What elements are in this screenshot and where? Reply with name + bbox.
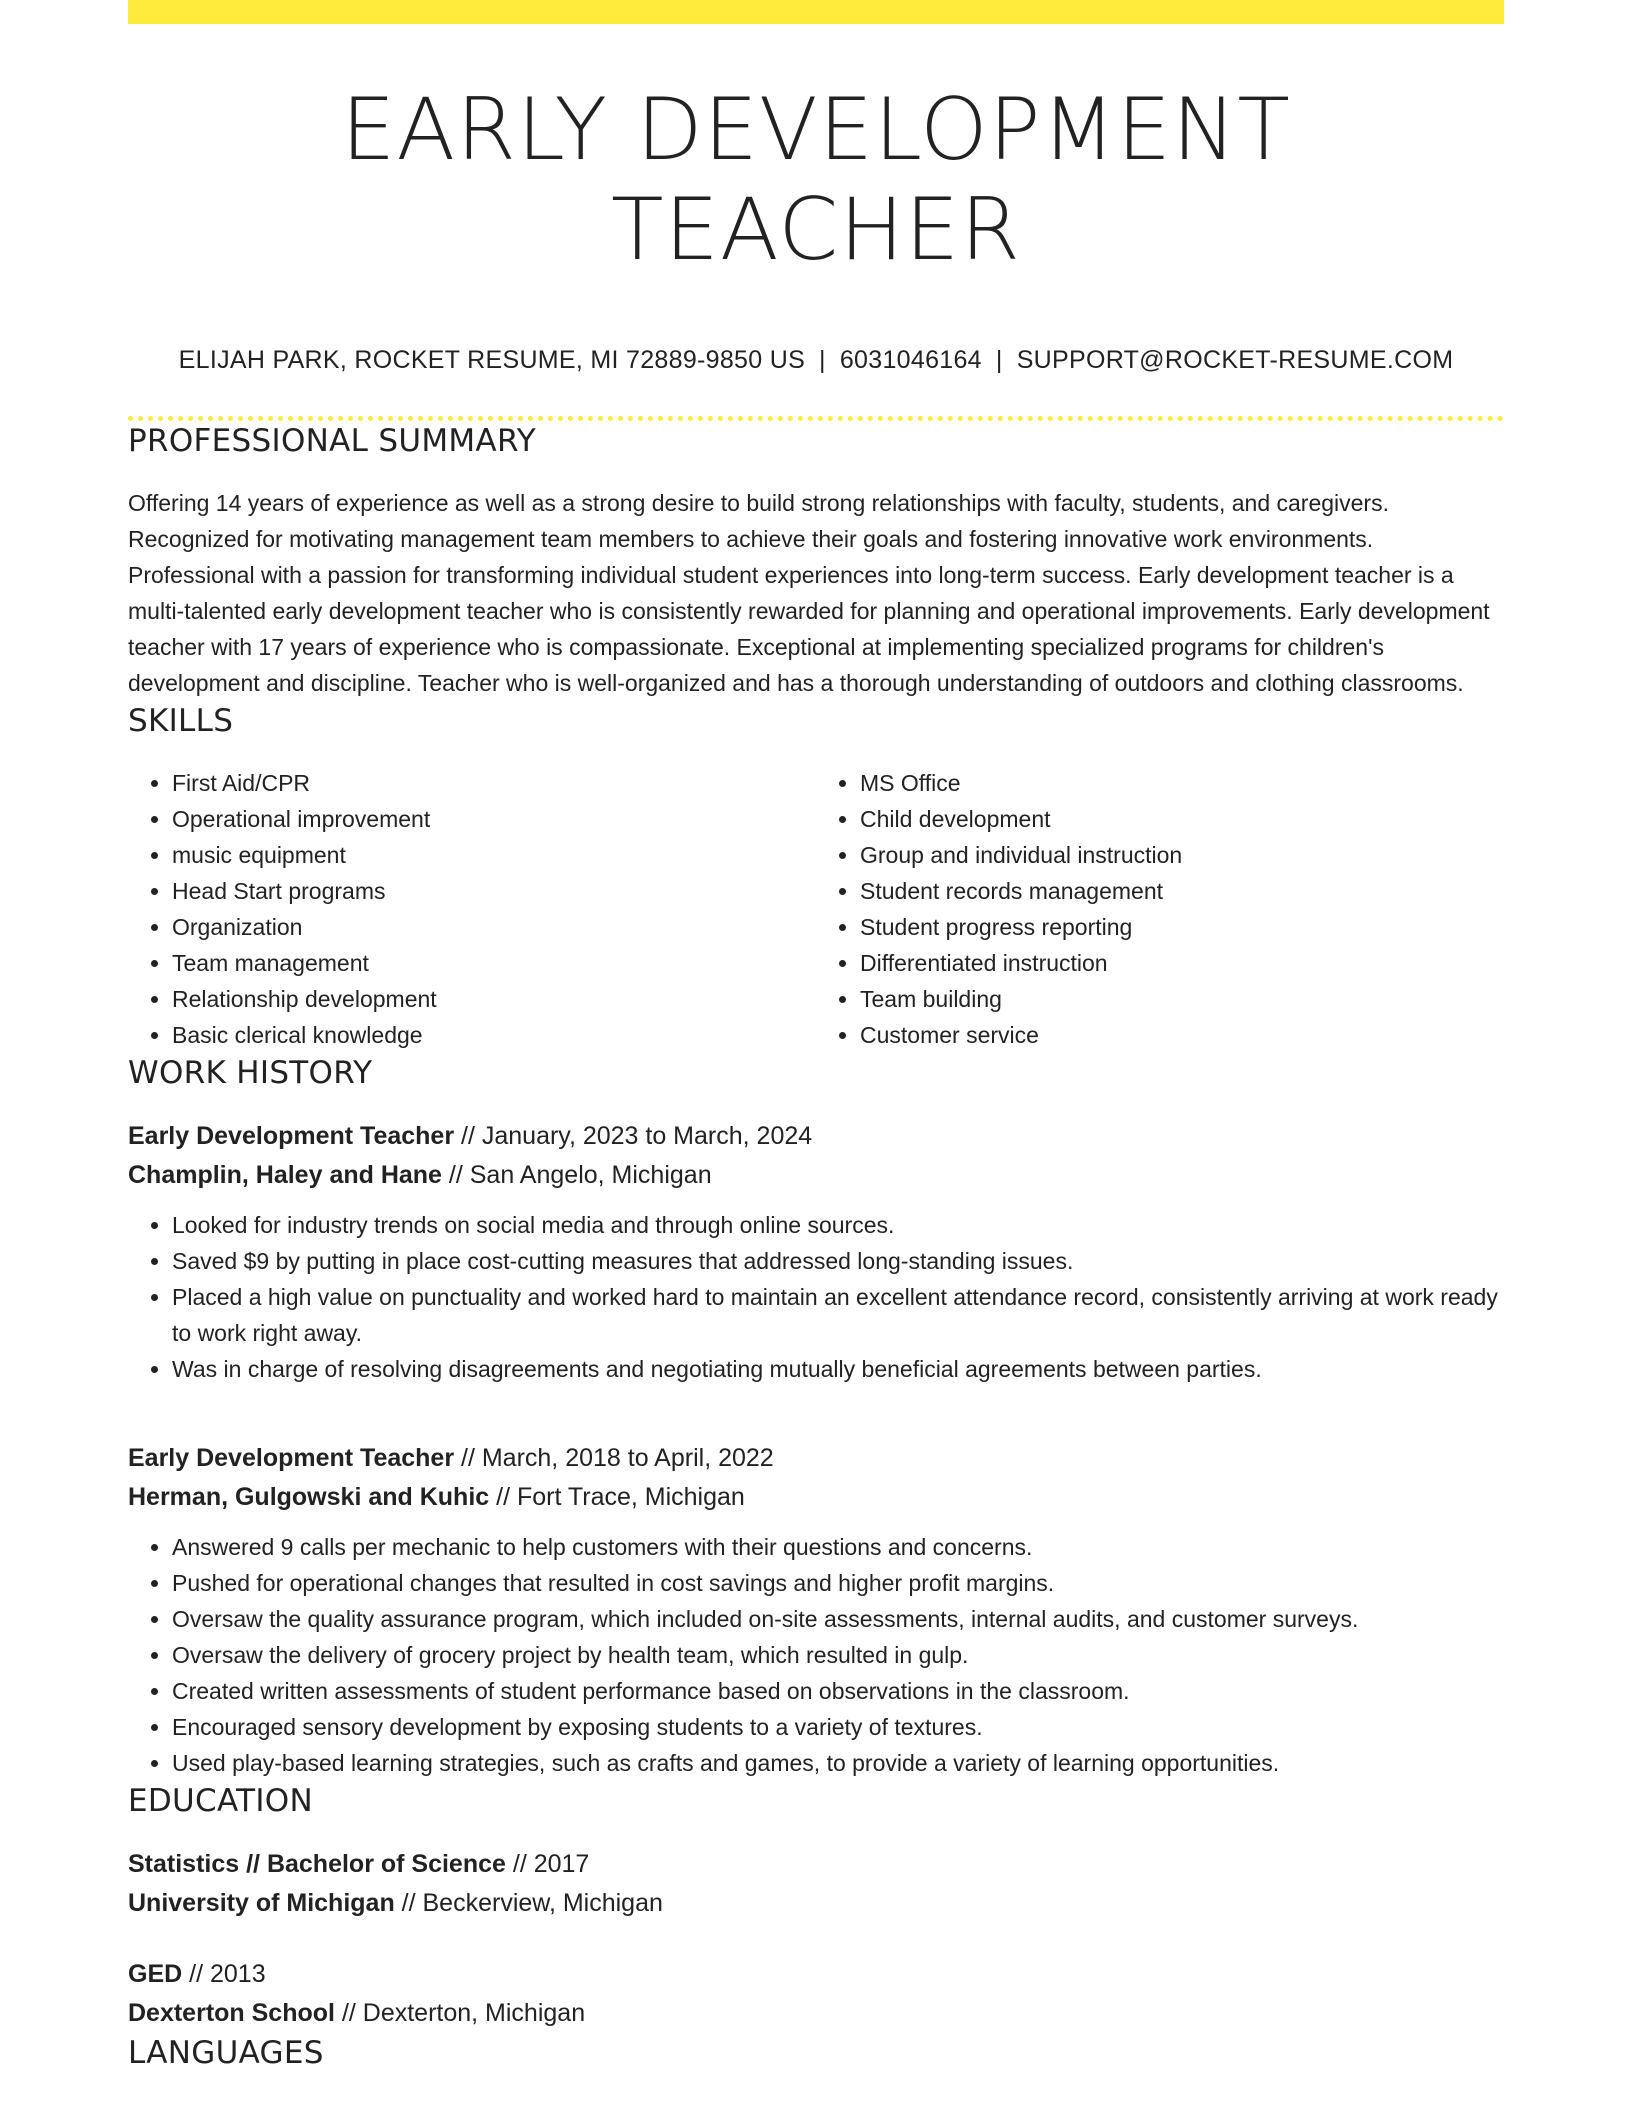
contact-address: ELIJAH PARK, ROCKET RESUME, MI 72889-9850 US — [178, 346, 806, 374]
job-location: // San Angelo, Michigan — [448, 1161, 712, 1189]
education-school-line — [128, 1884, 1504, 1923]
job-bullet: • Was in charge of resolving disagreements and negotiating mutually beneficial agreements between parties. — [172, 1351, 1504, 1387]
skill-item: • Organization — [172, 909, 816, 945]
summary-text: Offering 14 years of experience as well as a strong desire to build strong relationships with faculty, students, and caregivers. Recognized for motivating management team members to achieve their goals and fostering innovative work environments. Professional with a passion for transforming individual student experiences into long-term success. Early development teacher is a multi-talented early development teacher who is consistently rewarded for planning and operational improvements. Early development teacher with 17 years of experience who is compassionate. Exceptional at implementing specialized programs for children's development and discipline. Teacher who is well-organized and has a thorough understanding of outdoors and clothing classrooms. — [128, 490, 1490, 696]
job-bullet: • Pushed for operational changes that resulted in cost savings and higher profit margins. — [172, 1565, 1504, 1601]
job-bullet: • Oversaw the quality assurance program, which included on-site assessments, internal audits, and customer surveys. — [172, 1601, 1504, 1637]
job-dates: // January, 2023 to March, 2024 — [461, 1122, 813, 1150]
skill-item: • MS Office — [860, 765, 1504, 801]
contact-line — [128, 344, 1504, 376]
job-bullets — [128, 1529, 1504, 1781]
resume-page — [128, 0, 1504, 2073]
skills-column-left — [128, 765, 816, 1053]
education-entry — [128, 1845, 1504, 1923]
languages-heading: LANGUAGES — [128, 2035, 324, 2071]
top-accent-bar — [128, 0, 1504, 24]
skills-list — [128, 765, 1504, 1053]
education-entry — [128, 1955, 1504, 2033]
job-company: Champlin, Haley and Hane — [128, 1161, 442, 1189]
job-bullet: • Saved $9 by putting in place cost-cutting measures that addressed long-standing issues. — [172, 1243, 1504, 1279]
skill-item: • Group and individual instruction — [860, 837, 1504, 873]
contact-separator: | — [819, 346, 826, 374]
education-school: University of Michigan — [128, 1889, 395, 1917]
skill-item: • First Aid/CPR — [172, 765, 816, 801]
summary-heading: PROFESSIONAL SUMMARY — [128, 423, 537, 459]
job-company: Herman, Gulgowski and Kuhic — [128, 1483, 490, 1511]
job-bullet: • Looked for industry trends on social media and through online sources. — [172, 1207, 1504, 1243]
job-bullet: • Created written assessments of student performance based on observations in the classroom. — [172, 1673, 1504, 1709]
job-entry — [128, 1117, 1504, 1387]
skills-column-right — [816, 765, 1504, 1053]
education-degree-line — [128, 1845, 1504, 1884]
job-company-line — [128, 1156, 1504, 1195]
skill-item: • Head Start programs — [172, 873, 816, 909]
skill-item: • Team building — [860, 981, 1504, 1017]
job-location: // Fort Trace, Michigan — [496, 1483, 745, 1511]
education-year: // 2013 — [189, 1960, 266, 1988]
resume-title: EARLY DEVELOPMENT TEACHER — [341, 80, 1291, 280]
skill-item: • Basic clerical knowledge — [172, 1017, 816, 1053]
job-entry — [128, 1439, 1504, 1781]
job-company-line — [128, 1478, 1504, 1517]
education-degree-line — [128, 1955, 1504, 1994]
job-bullet: • Oversaw the delivery of grocery project by health team, which resulted in gulp. — [172, 1637, 1504, 1673]
skills-heading: SKILLS — [128, 703, 234, 739]
education-school-line — [128, 1994, 1504, 2033]
skill-item: • Operational improvement — [172, 801, 816, 837]
job-title-line — [128, 1439, 1504, 1478]
skill-item: • Team management — [172, 945, 816, 981]
skill-item: • Child development — [860, 801, 1504, 837]
work-history-heading: WORK HISTORY — [128, 1055, 373, 1091]
job-bullet: • Encouraged sensory development by exposing students to a variety of textures. — [172, 1709, 1504, 1745]
skill-item: • Student records management — [860, 873, 1504, 909]
skill-item: • Differentiated instruction — [860, 945, 1504, 981]
education-school: Dexterton School — [128, 1999, 335, 2027]
education-degree: Statistics // Bachelor of Science — [128, 1850, 506, 1878]
education-location: // Dexterton, Michigan — [341, 1999, 586, 2027]
skill-item: • Student progress reporting — [860, 909, 1504, 945]
skill-item: • Relationship development — [172, 981, 816, 1017]
job-title: Early Development Teacher — [128, 1122, 455, 1150]
education-year: // 2017 — [512, 1850, 590, 1878]
skill-item: • music equipment — [172, 837, 816, 873]
education-degree: GED — [128, 1960, 183, 1988]
education-heading: EDUCATION — [128, 1783, 313, 1819]
job-title-line — [128, 1117, 1504, 1156]
job-title: Early Development Teacher — [128, 1444, 455, 1472]
job-bullet: • Placed a high value on punctuality and worked hard to maintain an excellent attendance record, consistently arriving at work ready to work right away. — [172, 1279, 1504, 1351]
contact-email: SUPPORT@ROCKET-RESUME.COM — [1016, 346, 1454, 374]
job-bullet: • Answered 9 calls per mechanic to help customers with their questions and concerns. — [172, 1529, 1504, 1565]
skill-item: • Customer service — [860, 1017, 1504, 1053]
contact-separator: | — [995, 346, 1003, 374]
contact-phone: 6031046164 — [839, 346, 982, 374]
job-bullet: • Used play-based learning strategies, such as crafts and games, to provide a variety of learning opportunities. — [172, 1745, 1504, 1781]
job-dates: // March, 2018 to April, 2022 — [461, 1444, 774, 1472]
education-location: // Beckerview, Michigan — [401, 1889, 663, 1917]
job-bullets — [128, 1207, 1504, 1387]
